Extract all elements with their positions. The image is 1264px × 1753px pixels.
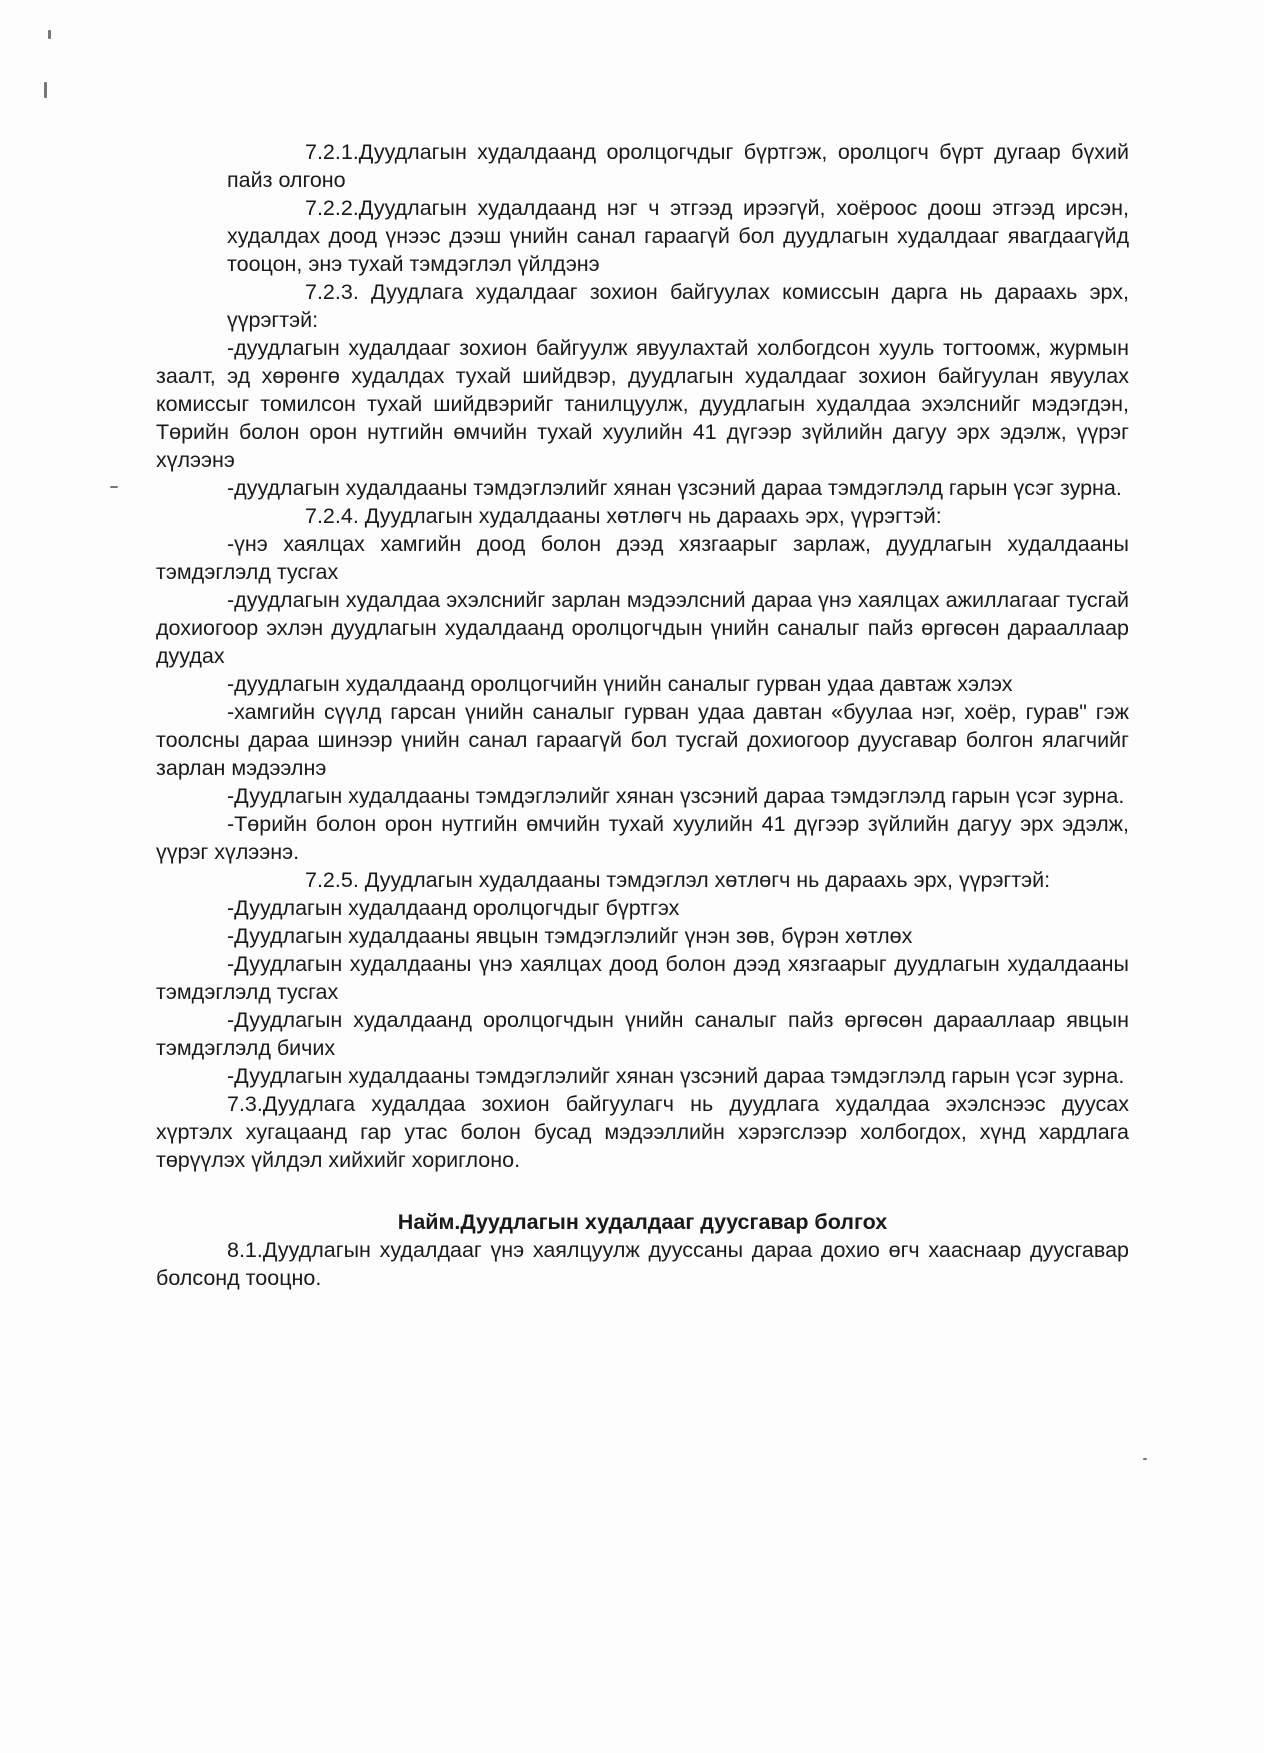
clause-7-2-5-item-2: -Дуудлагын худалдааны явцын тэмдэглэлийг үнэн зөв, бүрэн хөтлөх (227, 924, 913, 948)
clause-7-2-4-item-4: -хамгийн сүүлд гарсан үнийн саналыг гурван удаа давтан «буулаа нэг, хоёр, гурав" гэж тоолсны дараа шинээр үнийн санал гараагүй бол тусгай дохиогоор дуусгавар болгон ялагчийг зарлан мэдээлнэ (156, 700, 1129, 780)
clause-7-2-5-item-5: -Дуудлагын худалдааны тэмдэглэлийг хянан үзсэний дараа тэмдэглэлд гарын үсэг зурна. (227, 1064, 1125, 1088)
clause-8-1: 8.1.Дуудлагын худалдааг үнэ хаялцуулж дууссаны дараа дохио өгч хааснаар дуусгавар болсонд тооцно. (156, 1238, 1129, 1290)
clause-7-2-4-item-6: -Төрийн болон орон нутгийн өмчийн тухай хуулийн 41 дүгээр зүйлийн дагуу эрх эдэлж, үүрэг хүлээнэ. (156, 812, 1129, 864)
document-body (156, 138, 1129, 1292)
section-heading: Найм.Дуудлагын худалдааг дуусгавар болгох (397, 1210, 888, 1234)
clause-7-2-3-item-2: -дуудлагын худалдааны тэмдэглэлийг хянан үзсэний дараа тэмдэглэлд гарын үсэг зурна. (227, 476, 1122, 500)
clause-7-2-4: 7.2.4. Дуудлагын худалдааны хөтлөгч нь дараахь эрх, үүрэгтэй: (305, 504, 942, 528)
clause-7-2-4-item-5: -Дуудлагын худалдааны тэмдэглэлийг хянан үзсэний дараа тэмдэглэлд гарын үсэг зурна. (227, 784, 1125, 808)
clause-7-2-5-item-4: -Дуудлагын худалдаанд оролцогчдын үнийн саналыг пайз өргөсөн дарааллаар явцын тэмдэглэлд бичих (156, 1008, 1129, 1060)
clause-7-2-5: 7.2.5. Дуудлагын худалдааны тэмдэглэл хөтлөгч нь дараахь эрх, үүрэгтэй: (305, 868, 1051, 892)
scan-mark-left (44, 82, 47, 98)
scan-mark-top (48, 30, 51, 39)
clause-7-3: 7.3.Дуудлага худалдаа зохион байгуулагч нь дуудлага худалдаа эхэлснээс дуусах хүртэлх хугацаанд гар утас болон бусад мэдээллийн хэрэгслээр холбогдох, хүнд хардлага төрүүлэх үйлдэл хийхийг хориглоно. (156, 1092, 1129, 1172)
clause-7-2-4-item-3: -дуудлагын худалдаанд оролцогчийн үнийн саналыг гурван удаа давтаж хэлэх (227, 672, 1013, 696)
clause-7-2-3: 7.2.3. Дуудлага худалдааг зохион байгуулах комиссын дарга нь дараахь эрх, үүрэгтэй: (227, 280, 1129, 332)
clause-7-2-5-item-3: -Дуудлагын худалдааны үнэ хаялцах доод болон дээд хязгаарыг дуудлагын худалдааны тэмдэглэлд тусгах (156, 952, 1129, 1004)
scan-mark-margin (110, 486, 118, 488)
clause-7-2-1: 7.2.1.Дуудлагын худалдаанд оролцогчдыг бүртгэж, оролцогч бүрт дугаар бүхий пайз олгоно (227, 140, 1129, 192)
clause-7-2-2: 7.2.2.Дуудлагын худалдаанд нэг ч этгээд ирээгүй, хоёроос доош этгээд ирсэн, худалдах доод үнээс дээш үнийн санал гараагүй бол дуудлагын худалдааг явагдаагүйд тооцон, энэ тухай тэмдэглэл үйлдэнэ (227, 196, 1129, 276)
scan-mark-right (1143, 1458, 1147, 1460)
clause-7-2-3-item-1: -дуудлагын худалдааг зохион байгуулж явуулахтай холбогдсон хууль тогтоомж, журмын заалт, эд хөрөнгө худалдах тухай шийдвэр, дуудлагын худалдааг зохион байгуулан явуулах комиссыг томилсон тухай шийдвэрийг танилцуулж, дуудлагын худалдаа эхэлснийг мэдэгдэн, Төрийн болон орон нутгийн өмчийн тухай хуулийн 41 дүгээр зүйлийн дагуу эрх эдэлж, үүрэг хүлээнэ (156, 336, 1129, 472)
clause-7-2-5-item-1: -Дуудлагын худалдаанд оролцогчдыг бүртгэх (227, 896, 680, 920)
clause-7-2-4-item-1: -үнэ хаялцах хамгийн доод болон дээд хязгаарыг зарлаж, дуудлагын худалдааны тэмдэглэлд тусгах (156, 532, 1129, 584)
clause-7-2-4-item-2: -дуудлагын худалдаа эхэлснийг зарлан мэдээлсний дараа үнэ хаялцах ажиллагааг тусгай дохиогоор эхлэн дуудлагын худалдаанд оролцогчдын үнийн саналыг пайз өргөсөн дарааллаар дуудах (156, 588, 1129, 668)
